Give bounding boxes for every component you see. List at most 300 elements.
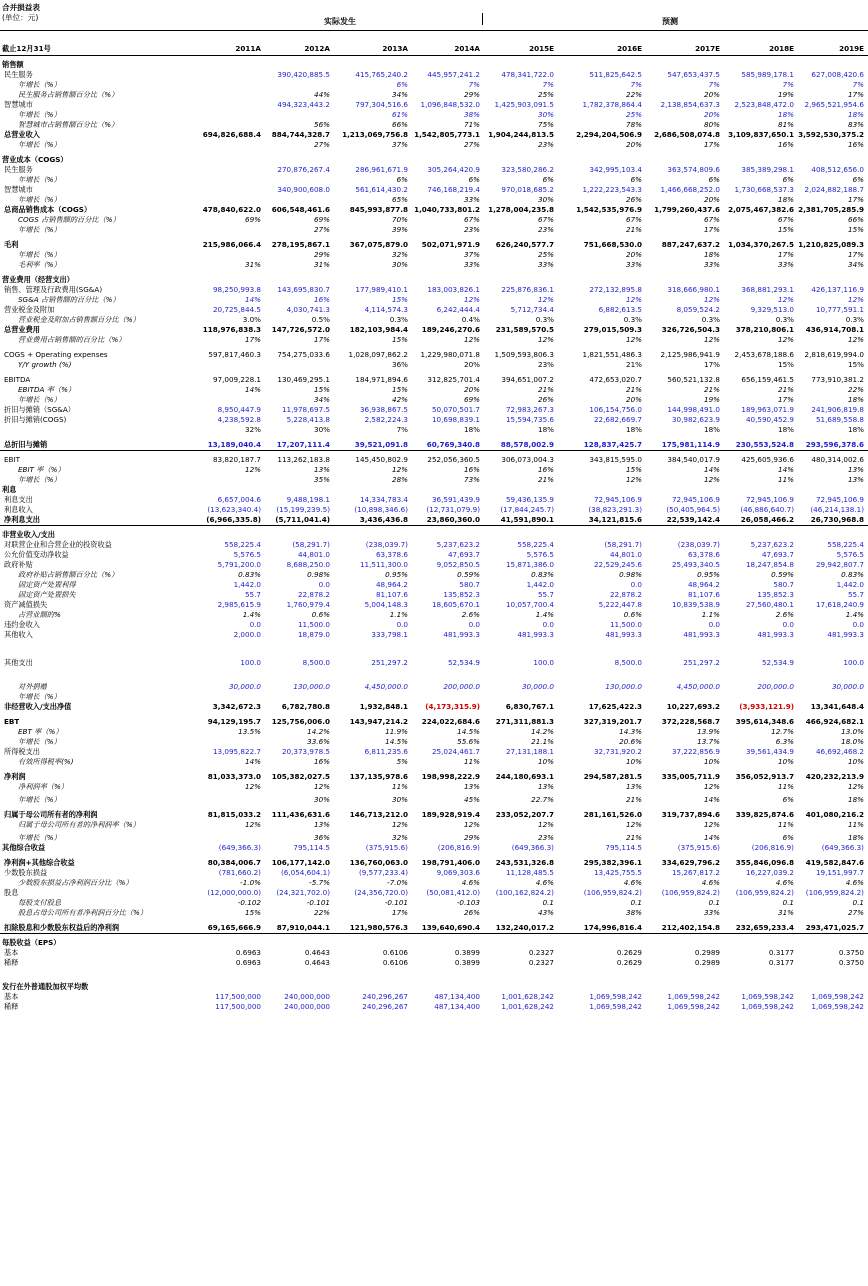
value-cell-2014A: 0.3899 — [454, 958, 480, 967]
value-cell-2017E: 251,297.2 — [683, 658, 720, 667]
value-cell-2017E: (106,959,824.2) — [661, 888, 720, 897]
value-cell-2019E: 293,596,378.6 — [805, 440, 864, 449]
column-header-2014A: 2014A — [454, 44, 480, 53]
value-cell-2015E: 132,240,017.2 — [495, 923, 554, 932]
value-cell-2016E: 32,731,920.2 — [593, 747, 642, 756]
value-cell-2018E: 81% — [778, 120, 794, 129]
value-cell-2018E: 47,693.7 — [761, 550, 794, 559]
value-cell-2012A: 240,000,000 — [284, 1002, 330, 1011]
value-cell-2019E: 66% — [848, 215, 864, 224]
row-label: 年增长（%） — [18, 475, 61, 484]
value-cell-2013A: 121,980,576.3 — [349, 923, 408, 932]
value-cell-2019E: 1,069,598,242 — [811, 992, 864, 1001]
value-cell-2013A: 333,798.1 — [371, 630, 408, 639]
row-label: 占营业额的% — [18, 610, 61, 619]
value-cell-2017E: 15,267,817.2 — [671, 868, 720, 877]
value-cell-2018E: 16% — [778, 140, 794, 149]
value-cell-2019E: 0.3% — [845, 315, 864, 324]
value-cell-2012A: 0.98% — [307, 570, 330, 579]
value-cell-2011A: (6,966,335.8) — [206, 515, 261, 524]
value-cell-2015E: 1,425,903,091.5 — [494, 100, 554, 109]
value-cell-2014A: 9,052,850.5 — [436, 560, 480, 569]
value-cell-2012A: 36% — [314, 833, 330, 842]
value-cell-2014A: 12% — [464, 335, 480, 344]
value-cell-2015E: 23% — [538, 140, 554, 149]
value-cell-2019E: 420,232,213.9 — [805, 772, 864, 781]
value-cell-2012A: 31% — [314, 260, 330, 269]
value-cell-2017E: 20% — [704, 110, 720, 119]
value-cell-2013A: 37% — [392, 140, 408, 149]
value-cell-2014A: 18,605,670.1 — [431, 600, 480, 609]
statement-row — [0, 878, 868, 888]
value-cell-2011A: (649,366.3) — [218, 843, 261, 852]
value-cell-2012A: 795,114.5 — [293, 843, 330, 852]
statement-row — [0, 888, 868, 898]
value-cell-2017E: 21% — [704, 385, 720, 394]
value-cell-2015E: 1,278,004,235.8 — [488, 205, 554, 214]
value-cell-2012A: 29% — [314, 250, 330, 259]
statement-row — [0, 385, 868, 395]
value-cell-2017E: 319,737,894.6 — [661, 810, 720, 819]
statement-row — [0, 958, 868, 968]
value-cell-2012A: 4,030,741.3 — [286, 305, 330, 314]
value-cell-2014A: 481,993.3 — [443, 630, 480, 639]
value-cell-2017E: 33% — [704, 260, 720, 269]
value-cell-2013A: -7.0% — [387, 878, 408, 887]
value-cell-2018E: 232,659,233.4 — [735, 923, 794, 932]
value-cell-2019E: 7% — [852, 80, 864, 89]
value-cell-2016E: 22% — [626, 90, 642, 99]
value-cell-2011A: 0.0 — [249, 620, 261, 629]
statement-row — [0, 485, 868, 495]
value-cell-2018E: 656,159,461.5 — [741, 375, 794, 384]
value-cell-2019E: 3,592,530,375.2 — [798, 130, 864, 139]
value-cell-2014A: 312,825,701.4 — [427, 375, 480, 384]
row-label: 年增长（%） — [18, 250, 61, 259]
value-cell-2013A: 561,614,430.2 — [355, 185, 408, 194]
row-label: 民生服务占销售额百分比（%） — [18, 90, 119, 99]
value-cell-2012A: 0.0 — [318, 580, 330, 589]
value-cell-2016E: 1,782,378,864.4 — [582, 100, 642, 109]
statement-row — [0, 580, 868, 590]
row-label: Y/Y growth (%) — [18, 360, 72, 369]
value-cell-2013A: 145,450,802.9 — [355, 455, 408, 464]
value-cell-2019E: 19,151,997.7 — [815, 868, 864, 877]
value-cell-2019E: 15% — [848, 360, 864, 369]
value-cell-2016E: 294,587,281.5 — [583, 772, 642, 781]
statement-row — [0, 1002, 868, 1012]
value-cell-2016E: 130,000.0 — [605, 682, 642, 691]
value-cell-2014A: 12% — [464, 820, 480, 829]
value-cell-2019E: 401,080,216.2 — [805, 810, 864, 819]
value-cell-2017E: 6% — [708, 175, 720, 184]
value-cell-2016E: 795,114.5 — [605, 843, 642, 852]
value-cell-2014A: 69% — [464, 395, 480, 404]
value-cell-2015E: 6% — [542, 175, 554, 184]
value-cell-2015E: 231,589,570.5 — [495, 325, 554, 334]
value-cell-2012A: 27% — [314, 140, 330, 149]
value-cell-2011A: 558,225.4 — [224, 540, 261, 549]
value-cell-2018E: 18% — [778, 110, 794, 119]
value-cell-2017E: 22,539,142.4 — [666, 515, 720, 524]
value-cell-2014A: 71% — [464, 120, 480, 129]
value-cell-2015E: 15,871,386.0 — [505, 560, 554, 569]
statement-row — [0, 630, 868, 640]
value-cell-2016E: 4.6% — [623, 878, 642, 887]
value-cell-2016E: 15% — [626, 465, 642, 474]
row-label: COGS + Operating expenses — [4, 350, 108, 359]
statement-row — [0, 335, 868, 345]
row-label: 营业税金及附加占销售额百分比（%） — [18, 315, 140, 324]
value-cell-2018E: 2,075,467,382.6 — [728, 205, 794, 214]
value-cell-2016E: 14.3% — [619, 727, 642, 736]
row-label: 年增长（%） — [18, 833, 61, 842]
value-cell-2013A: 184,971,894.6 — [355, 375, 408, 384]
value-cell-2015E: 41,591,890.1 — [500, 515, 554, 524]
value-cell-2012A: 12% — [314, 782, 330, 791]
value-cell-2016E: 343,815,595.0 — [589, 455, 642, 464]
statement-row — [0, 405, 868, 415]
value-cell-2019E: 16% — [848, 140, 864, 149]
value-cell-2017E: 7% — [708, 80, 720, 89]
value-cell-2016E: 18% — [626, 425, 642, 434]
value-cell-2013A: 32% — [392, 833, 408, 842]
row-label: 总折旧与摊销 — [4, 440, 48, 449]
value-cell-2015E: 10,057,700.4 — [505, 600, 554, 609]
value-cell-2014A: 183,003,826.1 — [427, 285, 480, 294]
header-rule-bottom — [0, 55, 868, 56]
value-cell-2013A: 34% — [392, 90, 408, 99]
value-cell-2017E: (375,915.6) — [677, 843, 720, 852]
statement-row — [0, 260, 868, 270]
value-cell-2013A: 61% — [392, 110, 408, 119]
statement-row — [0, 795, 868, 805]
row-label: COGS 占销售额的百分比（%） — [18, 215, 120, 224]
row-label: 非经营收入/支出净值 — [4, 702, 72, 711]
value-cell-2013A: 0.0 — [396, 620, 408, 629]
value-cell-2017E: 37,222,856.9 — [671, 747, 720, 756]
value-cell-2012A: 35% — [314, 475, 330, 484]
value-cell-2014A: 38% — [464, 110, 480, 119]
value-cell-2016E: 20% — [626, 250, 642, 259]
value-cell-2011A: 13.5% — [238, 727, 261, 736]
row-label: 其他综合收益 — [2, 843, 46, 852]
value-cell-2018E: 2,523,848,472.0 — [734, 100, 794, 109]
value-cell-2014A: 139,640,690.4 — [421, 923, 480, 932]
value-cell-2012A: 105,382,027.5 — [271, 772, 330, 781]
value-cell-2013A: 6,811,235.6 — [364, 747, 408, 756]
value-cell-2012A: 44,801.0 — [297, 550, 330, 559]
value-cell-2014A: 26% — [464, 908, 480, 917]
value-cell-2015E: 26% — [538, 395, 554, 404]
row-label: 利息收入 — [4, 505, 33, 514]
group-forecast-header: 预测 — [662, 17, 678, 26]
row-label: 公允价值变动净收益 — [4, 550, 69, 559]
value-cell-2019E: 12% — [848, 335, 864, 344]
value-cell-2014A: 0.59% — [457, 570, 480, 579]
value-cell-2018E: 200,000.0 — [757, 682, 794, 691]
value-cell-2018E: 135,852.3 — [757, 590, 794, 599]
statement-row — [0, 360, 868, 370]
value-cell-2014A: 9,069,303.6 — [436, 868, 480, 877]
value-cell-2013A: 12% — [392, 465, 408, 474]
value-cell-2018E: 21% — [778, 385, 794, 394]
statement-row — [0, 515, 868, 526]
value-cell-2016E: 78% — [626, 120, 642, 129]
row-label: 其他支出 — [4, 658, 33, 667]
value-cell-2014A: 2.6% — [461, 610, 480, 619]
value-cell-2013A: 6% — [396, 80, 408, 89]
statement-row — [0, 982, 868, 992]
value-cell-2015E: 11,128,485.5 — [505, 868, 554, 877]
value-cell-2019E: 34% — [848, 260, 864, 269]
column-header-2018E: 2018E — [769, 44, 794, 53]
value-cell-2017E: 63,378.6 — [687, 550, 720, 559]
value-cell-2019E: 2,818,619,994.0 — [804, 350, 864, 359]
value-cell-2015E: 306,073,004.3 — [501, 455, 554, 464]
statement-row — [0, 455, 868, 465]
value-cell-2019E: 26,730,968.8 — [810, 515, 864, 524]
value-cell-2012A: 494,323,443.2 — [277, 100, 330, 109]
value-cell-2016E: 34,121,815.6 — [588, 515, 642, 524]
value-cell-2015E: 22.7% — [531, 795, 554, 804]
value-cell-2017E: 17% — [704, 140, 720, 149]
value-cell-2018E: 33% — [778, 260, 794, 269]
row-label: 智慧城市 — [4, 185, 33, 194]
value-cell-2019E: 10% — [848, 757, 864, 766]
value-cell-2017E: 33% — [704, 908, 720, 917]
value-cell-2018E: 7% — [782, 80, 794, 89]
value-cell-2014A: (206,816.9) — [437, 843, 480, 852]
statement-row — [0, 325, 868, 335]
value-cell-2011A: 83,820,187.7 — [212, 455, 261, 464]
value-cell-2019E: (46,214,138.1) — [810, 505, 864, 514]
row-label: 年增长（%） — [18, 795, 61, 804]
value-cell-2019E: 27% — [848, 908, 864, 917]
value-cell-2013A: 4,114,574.3 — [364, 305, 408, 314]
statement-row — [0, 772, 868, 782]
date-header: 截止12月31号 — [2, 44, 51, 53]
value-cell-2012A: 34% — [314, 395, 330, 404]
value-cell-2011A: 0.6963 — [235, 958, 261, 967]
value-cell-2011A: 3,342,672.3 — [212, 702, 261, 711]
value-cell-2014A: 0.0 — [468, 620, 480, 629]
value-cell-2016E: 0.98% — [619, 570, 642, 579]
value-cell-2017E: 560,521,132.8 — [667, 375, 720, 384]
value-cell-2014A: (4,173,315.9) — [425, 702, 480, 711]
value-cell-2013A: 182,103,984.4 — [349, 325, 408, 334]
statement-row — [0, 305, 868, 315]
value-cell-2019E: 100.0 — [843, 658, 864, 667]
row-label: 毛利率（%） — [18, 260, 61, 269]
value-cell-2012A: 6,782,780.8 — [281, 702, 330, 711]
column-header-2013A: 2013A — [382, 44, 408, 53]
value-cell-2017E: 12% — [704, 820, 720, 829]
value-cell-2019E: 18% — [848, 795, 864, 804]
unit-note: (单位：元) — [2, 13, 39, 22]
value-cell-2012A: 111,436,631.6 — [271, 810, 330, 819]
value-cell-2015E: 72,983,267.3 — [505, 405, 554, 414]
value-cell-2019E: 18.0% — [841, 737, 864, 746]
value-cell-2014A: 5,237,623.2 — [436, 540, 480, 549]
value-cell-2013A: 28% — [392, 475, 408, 484]
statement-row — [0, 415, 868, 425]
value-cell-2014A: 1,229,980,071.8 — [420, 350, 480, 359]
value-cell-2018E: 385,389,298.1 — [741, 165, 794, 174]
value-cell-2012A: 754,275,033.6 — [277, 350, 330, 359]
row-label: 净利润+其他综合收益 — [4, 858, 75, 867]
value-cell-2017E: 144,998,491.0 — [667, 405, 720, 414]
value-cell-2018E: 1,730,668,537.3 — [734, 185, 794, 194]
row-label: 对联营企业和合营企业的投资收益 — [4, 540, 112, 549]
value-cell-2014A: 198,998,222.9 — [421, 772, 480, 781]
value-cell-2016E: 72,945,106.9 — [593, 495, 642, 504]
value-cell-2017E: 318,666,980.1 — [667, 285, 720, 294]
value-cell-2016E: 20% — [626, 395, 642, 404]
value-cell-2012A: 22% — [314, 908, 330, 917]
value-cell-2014A: -0.103 — [456, 898, 480, 907]
value-cell-2016E: 128,837,425.7 — [583, 440, 642, 449]
value-cell-2013A: 15% — [392, 335, 408, 344]
value-cell-2013A: 1,932,848.1 — [359, 702, 408, 711]
statement-row — [0, 175, 868, 185]
column-header-2012A: 2012A — [304, 44, 330, 53]
value-cell-2015E: 18% — [538, 425, 554, 434]
row-label: 对外捐赠 — [18, 682, 47, 691]
value-cell-2013A: (24,356,720.0) — [354, 888, 408, 897]
value-cell-2011A: 1.4% — [242, 610, 261, 619]
statement-row — [0, 465, 868, 475]
value-cell-2012A: 130,000.0 — [293, 682, 330, 691]
value-cell-2017E: (50,405,964.5) — [666, 505, 720, 514]
value-cell-2017E: 2,125,986,941.9 — [660, 350, 720, 359]
statement-row — [0, 215, 868, 225]
value-cell-2013A: 5,004,148.3 — [364, 600, 408, 609]
value-cell-2016E: 12% — [626, 820, 642, 829]
value-cell-2016E: 11,500.0 — [609, 620, 642, 629]
statement-row — [0, 120, 868, 130]
row-label: 每股收益（EPS） — [2, 938, 61, 947]
value-cell-2013A: 11.9% — [385, 727, 408, 736]
value-cell-2011A: 14% — [245, 757, 261, 766]
value-cell-2017E: 0.3% — [701, 315, 720, 324]
value-cell-2011A: 118,976,838.3 — [202, 325, 261, 334]
value-cell-2017E: 8,059,524.2 — [676, 305, 720, 314]
value-cell-2017E: 363,574,809.6 — [667, 165, 720, 174]
row-label: 销售、管理及行政费用(SG&A) — [4, 285, 103, 294]
value-cell-2013A: 12% — [392, 820, 408, 829]
value-cell-2012A: 15% — [314, 385, 330, 394]
value-cell-2013A: 177,989,410.1 — [355, 285, 408, 294]
value-cell-2013A: 66% — [392, 120, 408, 129]
value-cell-2012A: 11,978,697.5 — [281, 405, 330, 414]
value-cell-2018E: 230,553,524.8 — [735, 440, 794, 449]
value-cell-2016E: 1,222,223,543.3 — [582, 185, 642, 194]
value-cell-2013A: 39,521,091.8 — [354, 440, 408, 449]
value-cell-2011A: 17% — [245, 335, 261, 344]
row-label: 年增长（%） — [18, 80, 61, 89]
value-cell-2018E: 40,590,452.9 — [745, 415, 794, 424]
value-cell-2016E: 67% — [626, 215, 642, 224]
row-label: 毛利 — [4, 240, 19, 249]
value-cell-2014A: 20% — [464, 360, 480, 369]
group-divider — [482, 13, 483, 25]
value-cell-2012A: -5.7% — [309, 878, 330, 887]
value-cell-2013A: 14,334,783.4 — [359, 495, 408, 504]
value-cell-2019E: 18% — [848, 110, 864, 119]
value-cell-2017E: 0.1 — [708, 898, 720, 907]
value-cell-2018E: 6% — [782, 833, 794, 842]
value-cell-2012A: (58,291.7) — [292, 540, 330, 549]
statement-row — [0, 350, 868, 360]
statement-row — [0, 250, 868, 260]
value-cell-2011A: 14% — [245, 385, 261, 394]
statement-row — [0, 702, 868, 712]
value-cell-2018E: (3,933,121.9) — [739, 702, 794, 711]
value-cell-2011A: 81,815,033.2 — [207, 810, 261, 819]
value-cell-2014A: 580.7 — [459, 580, 480, 589]
value-cell-2015E: 21% — [538, 385, 554, 394]
value-cell-2014A: 37% — [464, 250, 480, 259]
value-cell-2016E: 20.6% — [619, 737, 642, 746]
value-cell-2019E: 30,000.0 — [831, 682, 864, 691]
value-cell-2013A: 63,378.6 — [375, 550, 408, 559]
value-cell-2013A: 367,075,879.0 — [349, 240, 408, 249]
value-cell-2014A: 13% — [464, 782, 480, 791]
value-cell-2018E: 18,247,854.8 — [745, 560, 794, 569]
value-cell-2014A: 29% — [464, 90, 480, 99]
value-cell-2011A: 2,985,615.9 — [217, 600, 261, 609]
statement-row — [0, 205, 868, 215]
value-cell-2017E: 4,450,000.0 — [676, 682, 720, 691]
value-cell-2011A: -0.102 — [237, 898, 261, 907]
value-cell-2015E: 12% — [538, 295, 554, 304]
statement-row — [0, 727, 868, 737]
value-cell-2013A: 15% — [392, 385, 408, 394]
row-label: 民生服务 — [4, 165, 33, 174]
value-cell-2019E: 241,906,819.8 — [811, 405, 864, 414]
value-cell-2014A: 200,000.0 — [443, 682, 480, 691]
value-cell-2015E: 59,436,135.9 — [505, 495, 554, 504]
value-cell-2017E: 481,993.3 — [683, 630, 720, 639]
value-cell-2011A: (13,623,340.4) — [207, 505, 261, 514]
statement-row — [0, 858, 868, 868]
value-cell-2017E: 14% — [704, 795, 720, 804]
value-cell-2019E: 2,965,521,954.6 — [804, 100, 864, 109]
value-cell-2012A: 11,500.0 — [297, 620, 330, 629]
value-cell-2019E: 1,442.0 — [836, 580, 864, 589]
value-cell-2014A: 6% — [468, 175, 480, 184]
value-cell-2011A: 0.6963 — [235, 948, 261, 957]
value-cell-2017E: 0.95% — [697, 570, 720, 579]
row-label: 基本 — [4, 992, 19, 1001]
value-cell-2018E: 18% — [778, 425, 794, 434]
value-cell-2012A: 14.2% — [307, 727, 330, 736]
statement-row — [0, 240, 868, 250]
value-cell-2014A: 198,791,406.0 — [421, 858, 480, 867]
value-cell-2012A: 30% — [314, 795, 330, 804]
value-cell-2013A: 32% — [392, 250, 408, 259]
value-cell-2016E: 1,542,535,976.9 — [576, 205, 642, 214]
value-cell-2011A: 97,009,228.1 — [212, 375, 261, 384]
statement-row — [0, 225, 868, 235]
value-cell-2015E: 25% — [538, 90, 554, 99]
row-label: 政府补贴 — [4, 560, 33, 569]
value-cell-2019E: 18% — [848, 833, 864, 842]
value-cell-2018E: 17% — [778, 250, 794, 259]
value-cell-2017E: 2,138,854,637.3 — [660, 100, 720, 109]
value-cell-2018E: 1,069,598,242 — [741, 992, 794, 1001]
